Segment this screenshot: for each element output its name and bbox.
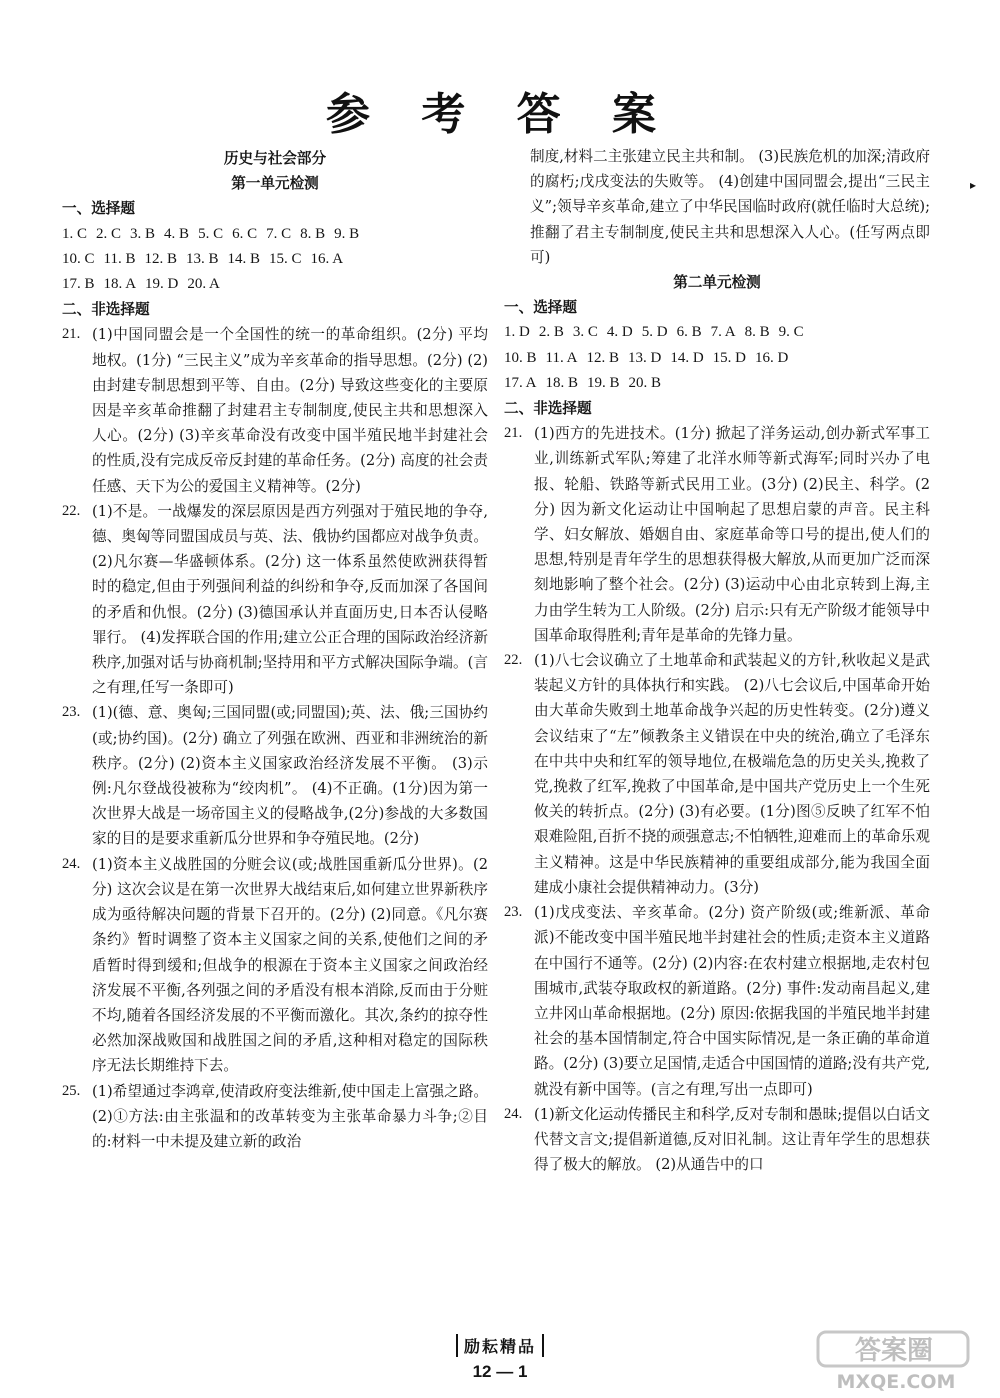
- choice-answer: 2. B: [538, 324, 564, 341]
- left-column: [62, 146, 488, 1154]
- choice-answer: 10. B: [504, 349, 537, 366]
- question-number: 22.: [62, 502, 81, 519]
- question-number: 21.: [504, 425, 523, 442]
- question-number: 24.: [504, 1105, 523, 1122]
- watermark-top-text: 答案圈: [854, 1336, 934, 1366]
- choice-answer: 8. B: [300, 225, 326, 242]
- part-title: 历史与社会部分: [223, 150, 327, 167]
- right-column: [504, 144, 930, 1177]
- choice-answer: 15. C: [269, 250, 302, 267]
- answer-25: [62, 1079, 488, 1155]
- section-heading-nonchoice: 二、非选择题: [62, 301, 150, 319]
- section-heading-nonchoice: 二、非选择题: [504, 400, 592, 418]
- choice-answer: 14. B: [227, 250, 261, 267]
- page-number: 12 — 1: [472, 1362, 528, 1381]
- choice-answer: 9. C: [778, 324, 804, 341]
- answer-22: [504, 648, 930, 900]
- choice-answers: [62, 222, 488, 298]
- choice-answer: 5. C: [198, 225, 224, 242]
- question-number: 23.: [504, 904, 523, 921]
- question-number: 24.: [62, 855, 81, 872]
- answer-text: (1)(德、意、奥匈;三国同盟(或;同盟国);英、法、俄;三国协约(或;协约国)。(2分) 确立了列强在欧洲、西亚和非洲统治的新秩序。(2分) (2)资本主义国家政治经济发展不平衡。 (3)示例:凡尔登战役被称为“绞肉机”。 (4)不正确。(1分)因为第一次世界大战是一场帝国主义的侵略战争,(2分)参战的大多数国家的目的是要求重新瓜分世界和争夺殖民地。(2分): [92, 704, 488, 848]
- answer-23: [62, 700, 488, 851]
- answer-text: (1)不是。一战爆发的深层原因是西方列强对于殖民地的争夺,德、奥匈等同盟国成员与英、法、俄协约国都应对战争负责。 (2)凡尔赛—华盛顿体系。(2分) 这一体系虽然使欧洲获得暂时的稳定,但由于列强间利益的纠纷和争夺,反而加深了各国间的矛盾和仇恨。(2分) (3)德国承认并直面历史,日本否认侵略罪行。 (4)发挥联合国的作用;建立公正合理的国际政治经济新秩序,加强对话与协商机制;坚持用和平方式解决国际争端。(言之有理,任写一条即可): [92, 502, 488, 697]
- question-number: 22.: [504, 652, 523, 669]
- choice-answer: 14. D: [670, 349, 704, 366]
- choice-answer: 16. D: [755, 349, 789, 366]
- choice-row: [504, 371, 930, 396]
- choice-answer: 3. C: [572, 324, 598, 341]
- choice-answer: 12. B: [586, 349, 619, 366]
- choice-answer: 16. A: [310, 250, 344, 267]
- choice-answer: 11. B: [103, 250, 136, 267]
- choice-answer: 1. D: [504, 324, 530, 341]
- choice-answer: 13. B: [185, 250, 219, 267]
- choice-answer: 13. D: [627, 349, 662, 366]
- choice-answer: 9. B: [334, 225, 360, 242]
- answer-text: (1)新文化运动传播民主和科学,反对专制和愚昧;提倡以白话文代替文言文;提倡新道德,反对旧礼制。这让青年学生的思想获得了极大的解放。 (2)从通告中的口: [534, 1105, 930, 1174]
- answer-text: (1)八七会议确立了土地革命和武装起义的方针,秋收起义是武装起义方针的具体执行和实践。 (2)八七会议后,中国革命开始由大革命失败到土地革命战争兴起的历史性转变。(2分)遵义会议结束了“左”倾教条主义错误在中央的统治,确立了毛泽东在中共中央和红军的领导地位,在极端危急的历史关头,挽救了党,挽救了红军,挽救了中国革命,是中国共产党历史上一个生死攸关的转折点。(2分) (3)有必要。(1分)图⑤反映了红军不怕艰难险阻,百折不挠的顽强意志;不怕牺牲,迎难而上的革命乐观主义精神。这是中华民族精神的重要组成部分,能为我国全面建成小康社会提供精神动力。(3分): [534, 652, 930, 896]
- question-number: 23.: [62, 704, 81, 721]
- watermark-bottom-text: MXQE.COM: [836, 1371, 956, 1393]
- choice-answer: 12. B: [144, 250, 177, 267]
- section-heading-choice: 一、选择题: [504, 299, 577, 317]
- choice-answer: 19. B: [587, 374, 620, 391]
- choice-answer: 8. B: [744, 324, 770, 341]
- question-number: 25.: [62, 1082, 81, 1099]
- choice-row: [62, 272, 488, 297]
- choice-answer: 6. C: [232, 225, 258, 242]
- answer-text: (1)希望通过李鸿章,使清政府变法维新,使中国走上富强之路。 (2)①方法:由主张温和的改革转变为主张革命暴力斗争;②目的:材料一中未提及建立新的政治: [92, 1082, 488, 1150]
- choice-answer: 4. D: [606, 324, 633, 341]
- choice-row: [504, 346, 930, 371]
- answer-24: [504, 1102, 930, 1178]
- choice-answer: 11. A: [545, 349, 578, 366]
- answer-24: [62, 852, 488, 1079]
- choice-answer: 4. B: [164, 225, 190, 242]
- page-title: 参 考 答 案: [326, 89, 674, 140]
- choice-row: [62, 247, 488, 272]
- answer-text: (1)中国同盟会是一个全国性的统一的革命组织。(2分) 平均地权。(1分) “三民主义”成为辛亥革命的指导思想。(2分) (2)由封建专制思想到平等、自由。(2分) 导致这些变化的主要原因是辛亥革命推翻了封建君主专制制度,使民主共和思想深入人心。(2分) (3)辛亥革命没有改变中国半殖民地半封建社会的性质,没有完成反帝反封建的革命任务。(2分) 高度的社会责任感、天下为公的爱国主义精神等。(2分): [92, 326, 488, 495]
- answer-text: (1)戊戌变法、辛亥革命。(2分) 资产阶级(或;维新派、革命派)不能改变中国半殖民地半封建社会的性质;走资本主义道路在中国行不通等。(2分) (2)内容:在农村建立根据地,走农村包围城市,武装夺取政权的新道路。(2分) 事件:发动南昌起义,建立井冈山革命根据地。(2分) 原因:依据我国的半殖民地半封建社会的基本国情制定,符合中国实际情况,是一条正确的革命道路。(2分) (3)要立足国情,走适合中国国情的道路;没有共产党,就没有新中国等。(言之有理,写出一点即可): [534, 904, 930, 1098]
- choice-answer: 1. C: [62, 225, 88, 242]
- unit-title-2: 第二单元检测: [673, 274, 761, 292]
- brand-logo: 励耘精品: [456, 1334, 544, 1357]
- choice-answer: 18. B: [545, 374, 579, 391]
- answer-text: (1)西方的先进技术。(1分) 掀起了洋务运动,创办新式军事工业,训练新式军队;筹建了北洋水师等新式海军;同时兴办了电报、轮船、铁路等新式民用工业。(3分) (2)民主、科学。(2分) 因为新文化运动让中国响起了思想启蒙的声音。民主科学、妇女解放、婚姻自由、家庭革命等口号的提出,使人们的思想,特别是青年学生的思想获得极大解放,从而更加广泛而深刻地影响了整个社会。(2分) (3)运动中心由北京转到上海,主力由学生转为工人阶级。(2分) 启示:只有无产阶级才能领导中国革命取得胜利;青年是革命的先锋力量。: [534, 425, 930, 644]
- choice-answer: 17. A: [504, 374, 537, 391]
- unit-title-1: 第一单元检测: [231, 175, 319, 193]
- choice-row: [62, 222, 488, 247]
- choice-answer: 3. B: [130, 225, 156, 242]
- choice-answer: 10. C: [62, 250, 95, 267]
- choice-row: [504, 320, 930, 345]
- choice-answer: 5. D: [641, 324, 668, 341]
- watermark-logo: [816, 1328, 986, 1394]
- section-heading-choice: 一、选择题: [62, 200, 135, 218]
- answer-21: [62, 322, 488, 498]
- choice-answer: 19. D: [145, 276, 179, 293]
- choice-answers: [504, 320, 930, 396]
- answer-text: (1)资本主义战胜国的分赃会议(或;战胜国重新瓜分世界)。(2分) 这次会议是在第一次世界大战结束后,如何建立世界新秩序成为亟待解决问题的背景下召开的。(2分) (2)同意。《凡尔赛条约》暂时调整了资本主义国家之间的关系,使他们之间的矛盾暂时得到缓和;但战争的根源在于资本主义国家之间政治经济发展不平衡,各列强之间的矛盾没有根本消除,反而由于分赃不均,随着各国经济发展的不平衡而激化。其次,条约的掠夺性必然加深战败国和战胜国之间的矛盾,这种相对稳定的国际秩序无法长期维持下去。: [92, 855, 488, 1075]
- answer-25-continued: 制度,材料二主张建立民主共和制。 (3)民族危机的加深;清政府的腐朽;戊戌变法的失败等。 (4)创建中国同盟会,提出“三民主义”;领导辛亥革命,建立了中华民国临时政府(就任临时大总统);推翻了君主专制制度,使民主共和思想深入人心。(任写两点即可): [530, 148, 930, 266]
- margin-mark: ▸: [970, 178, 977, 192]
- answer-23: [504, 900, 930, 1102]
- answer-22: [62, 499, 488, 701]
- choice-answer: 2. C: [96, 225, 122, 242]
- choice-answer: 6. B: [676, 324, 702, 341]
- choice-answer: 20. B: [628, 374, 662, 391]
- choice-answer: 20. A: [187, 276, 220, 293]
- choice-answer: 15. D: [712, 349, 747, 366]
- choice-answer: 7. C: [266, 225, 292, 242]
- choice-answer: 18. A: [103, 276, 137, 293]
- choice-answer: 17. B: [62, 276, 95, 293]
- question-number: 21.: [62, 326, 81, 343]
- answer-21: [504, 421, 930, 648]
- choice-answer: 7. A: [710, 324, 736, 341]
